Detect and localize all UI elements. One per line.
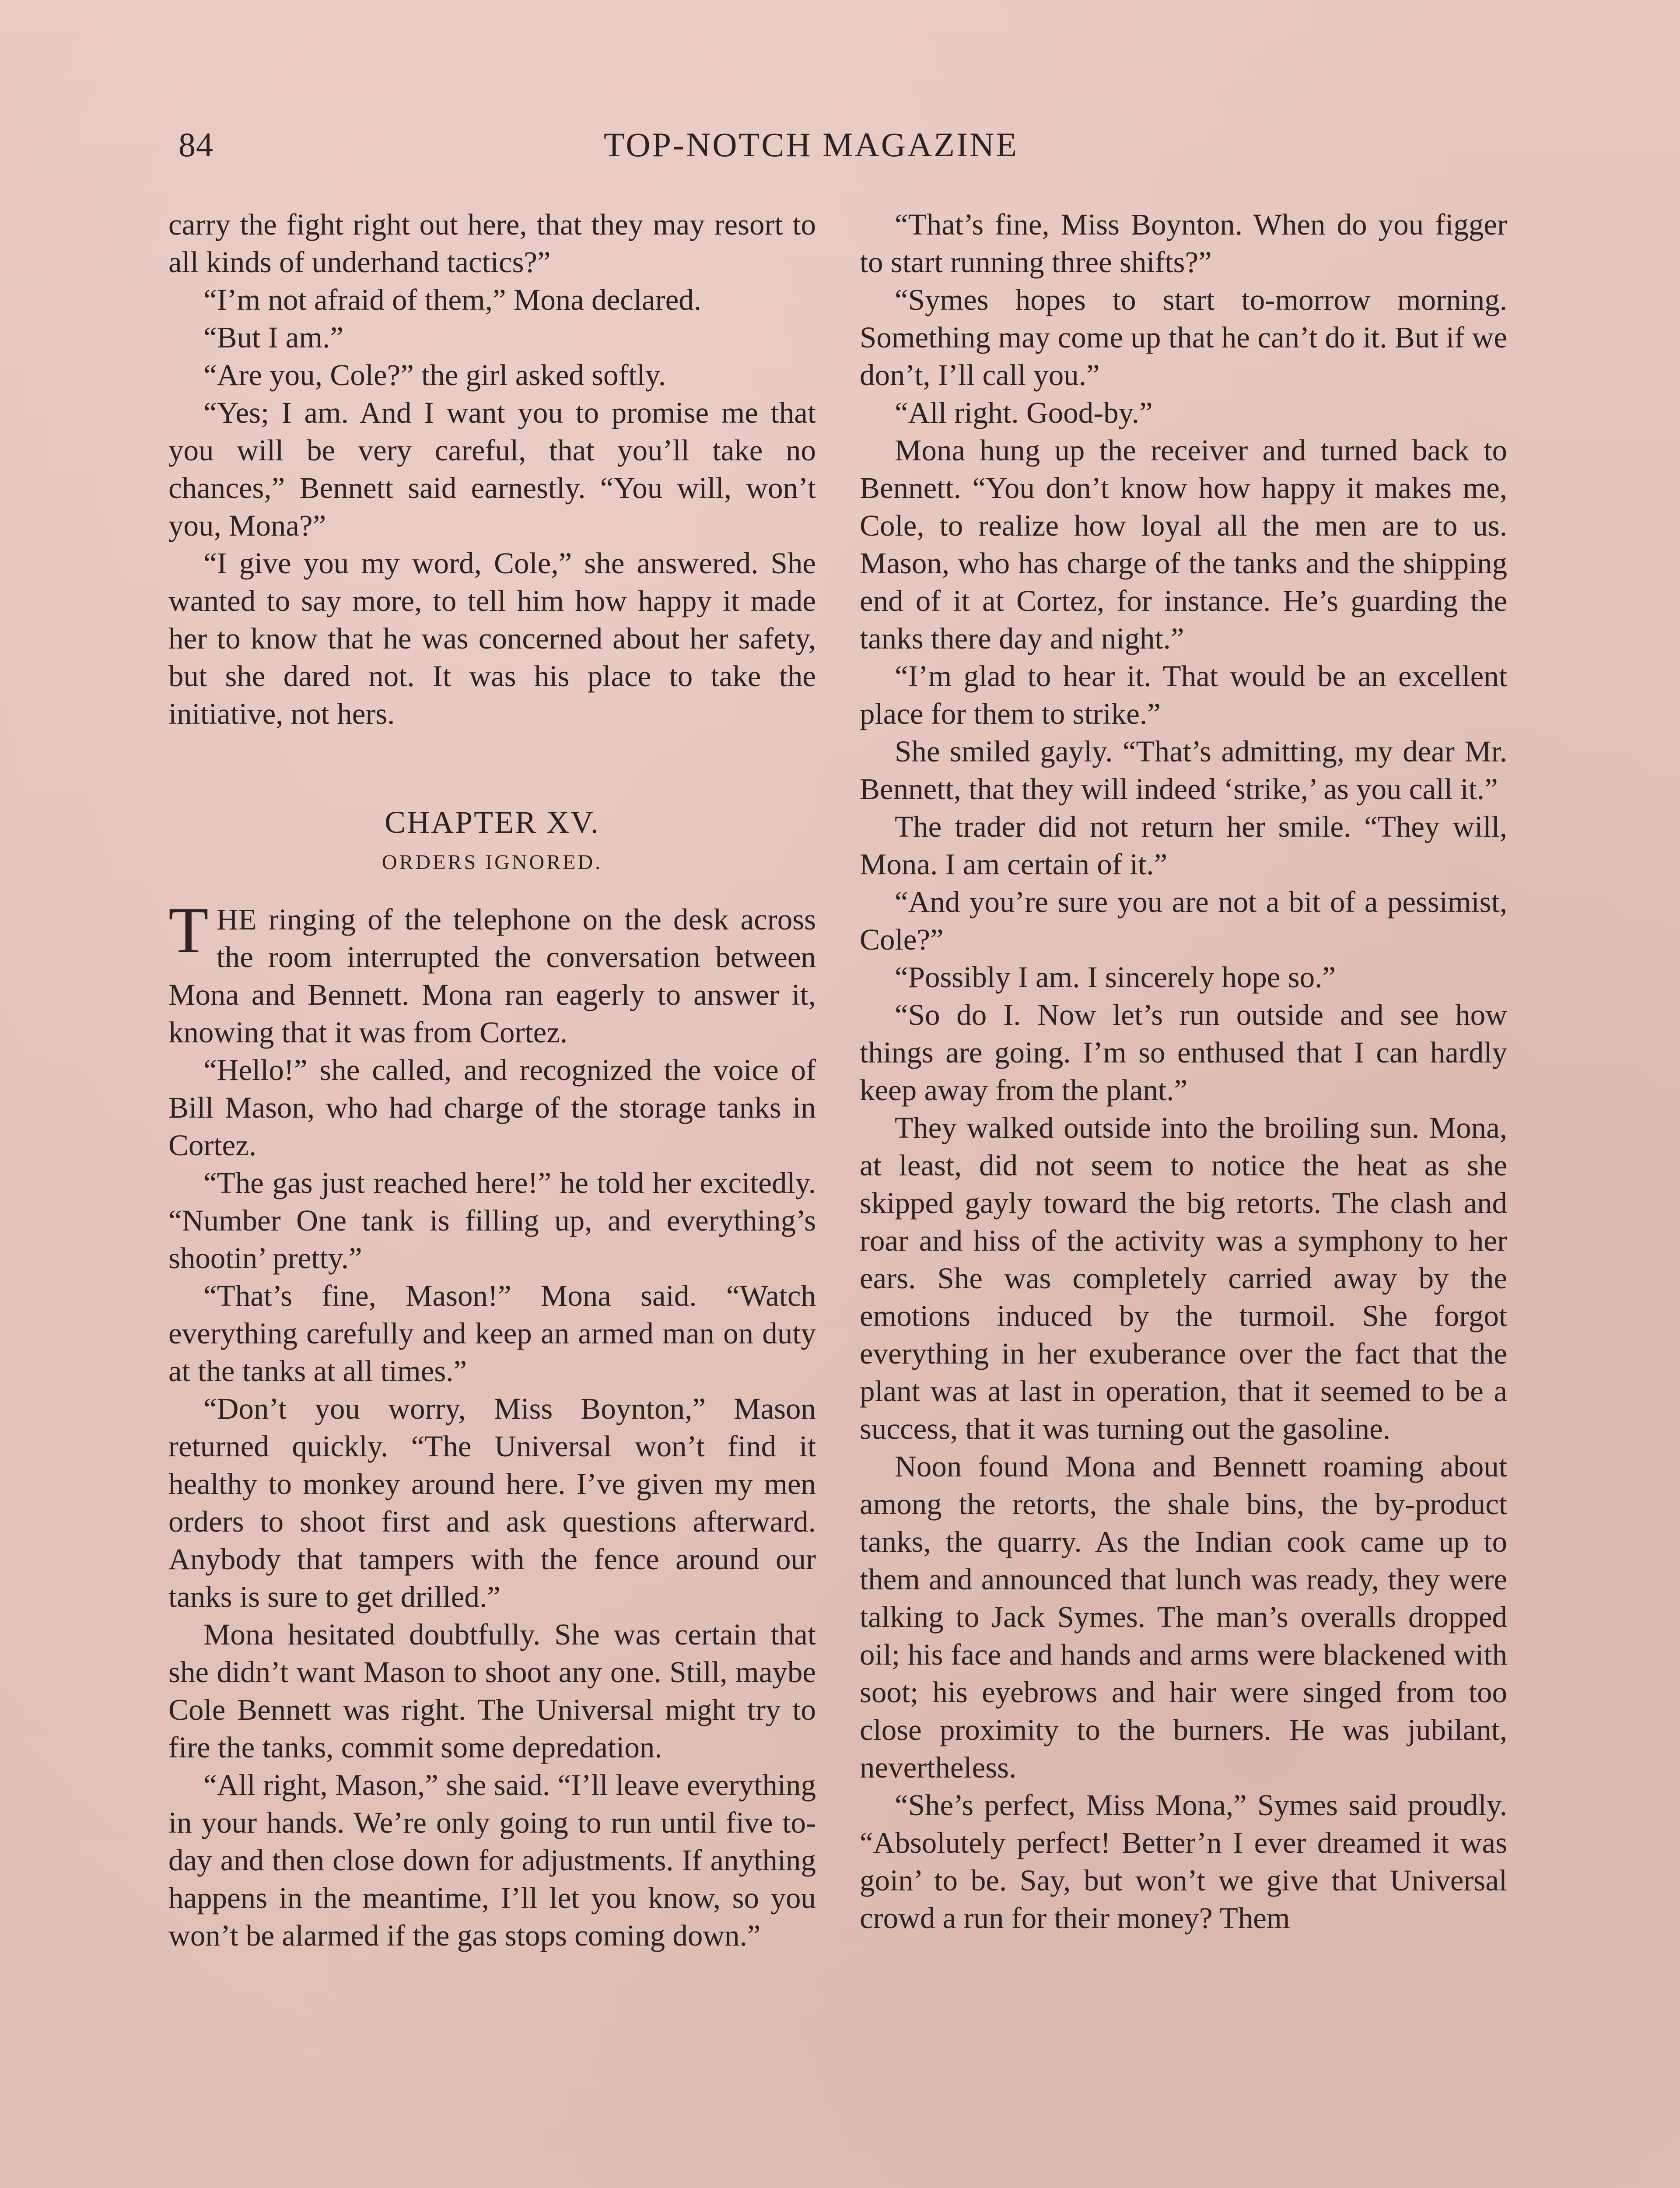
paragraph: “That’s fine, Miss Boynton. When do you figger to start running three shifts?”	[860, 208, 1507, 279]
running-head: TOP-NOTCH MAGAZINE	[604, 126, 1019, 164]
paragraph: “But I am.”	[203, 321, 343, 354]
paragraph: They walked outside into the broiling sun. Mona, at least, did not seem to notice the heat as she skipped gayly toward the big retorts. The clash and roar and hiss of the activity was a symphony to her ears. She was completely carried away by the emotions induced by the turmoil. She forgot everything in her exuberance over the fact that the plant was at last in operation, that it seemed to be a success, that it was turning out the gasoline.	[860, 1111, 1507, 1445]
paragraph: “Are you, Cole?” the girl asked softly.	[203, 358, 666, 392]
right-column	[860, 206, 1507, 1937]
paragraph: Mona hesitated doubtfully. She was certain that she didn’t want Mason to shoot any one. Still, maybe Cole Bennett was right. The Universal might try to fire the tanks, commit some depredation.	[168, 1618, 816, 1764]
paragraph: “I give you my word, Cole,” she answered. She wanted to say more, to tell him how happy it made her to know that he was concerned about her safety, but she dared not. It was his place to take the initiative, not hers.	[168, 547, 816, 730]
drop-cap: T	[168, 894, 209, 967]
paragraph: “And you’re sure you are not a bit of a pessimist, Cole?”	[860, 885, 1507, 956]
paragraph: “All right. Good-by.”	[895, 396, 1153, 429]
paragraph: “The gas just reached here!” he told her excitedly. “Number One tank is filling up, and everything’s shootin’ pretty.”	[168, 1166, 816, 1275]
paragraph: “Hello!” she called, and recognized the voice of Bill Mason, who had charge of the storage tanks in Cortez.	[168, 1053, 816, 1162]
left-column	[168, 206, 816, 1954]
paragraph: carry the fight right out here, that they may resort to all kinds of underhand tactics?”	[168, 208, 816, 279]
chapter-subtitle: ORDERS IGNORED.	[382, 851, 603, 874]
paragraph: “That’s fine, Mason!” Mona said. “Watch everything carefully and keep an armed man on duty at the tanks at all times.”	[168, 1279, 816, 1388]
paragraph: “Possibly I am. I sincerely hope so.”	[895, 961, 1336, 994]
paragraph: The trader did not return her smile. “They will, Mona. I am certain of it.”	[860, 810, 1507, 881]
page-number: 84	[178, 126, 214, 164]
chapter-title: CHAPTER XV.	[385, 805, 600, 840]
paragraph: “Symes hopes to start to-morrow morning. Something may come up that he can’t do it. But if we don’t, I’ll call you.”	[860, 283, 1507, 392]
paragraph: Noon found Mona and Bennett roaming about among the retorts, the shale bins, the by-product tanks, the quarry. As the Indian cook came up to them and announced that lunch was ready, they were talking to Jack Symes. The man’s overalls dropped oil; his face and hands and arms were blackened with soot; his eyebrows and hair were singed from too close proximity to the burners. He was jubilant, nevertheless.	[860, 1450, 1507, 1784]
paragraph: “I’m glad to hear it. That would be an excellent place for them to strike.”	[860, 659, 1507, 730]
paragraph: “So do I. Now let’s run outside and see how things are going. I’m so enthused that I can hardly keep away from the plant.”	[860, 998, 1507, 1107]
drop-cap-text: HE ringing of the telephone on the desk across the room interrupted the conversation between Mona and Bennett. Mona ran eagerly to answer it, knowing that it was from Cortez.	[168, 903, 816, 1049]
paragraph: “Yes; I am. And I want you to promise me that you will be very careful, that you’ll take no chances,” Bennett said earnestly. “You will, won’t you, Mona?”	[168, 396, 816, 542]
chapter-opening-paragraph	[168, 894, 816, 1051]
paragraph: She smiled gayly. “That’s admitting, my dear Mr. Bennett, that they will indeed ‘strike,’ as you call it.”	[860, 735, 1507, 806]
paragraph: “I’m not afraid of them,” Mona declared.	[203, 283, 701, 316]
paragraph: “Don’t you worry, Miss Boynton,” Mason returned quickly. “The Universal won’t find it healthy to monkey around here. I’ve given my men orders to shoot first and ask questions afterward. Anybody that tampers with the fence around our tanks is sure to get drilled.”	[168, 1392, 816, 1613]
paragraph: “She’s perfect, Miss Mona,” Symes said proudly. “Absolutely perfect! Better’n I ever dreamed it was goin’ to be. Say, but won’t we give that Universal crowd a run for their money? Them	[860, 1788, 1507, 1935]
paragraph: Mona hung up the receiver and turned back to Bennett. “You don’t know how happy it makes me, Cole, to realize how loyal all the men are to us. Mason, who has charge of the tanks and the shipping end of it at Cortez, for instance. He’s guarding the tanks there day and night.”	[860, 434, 1507, 655]
paragraph: “All right, Mason,” she said. “I’ll leave everything in your hands. We’re only going to run until five to-day and then close down for adjustments. If anything happens in the meantime, I’ll let you know, so you won’t be alarmed if the gas stops coming down.”	[168, 1768, 816, 1952]
